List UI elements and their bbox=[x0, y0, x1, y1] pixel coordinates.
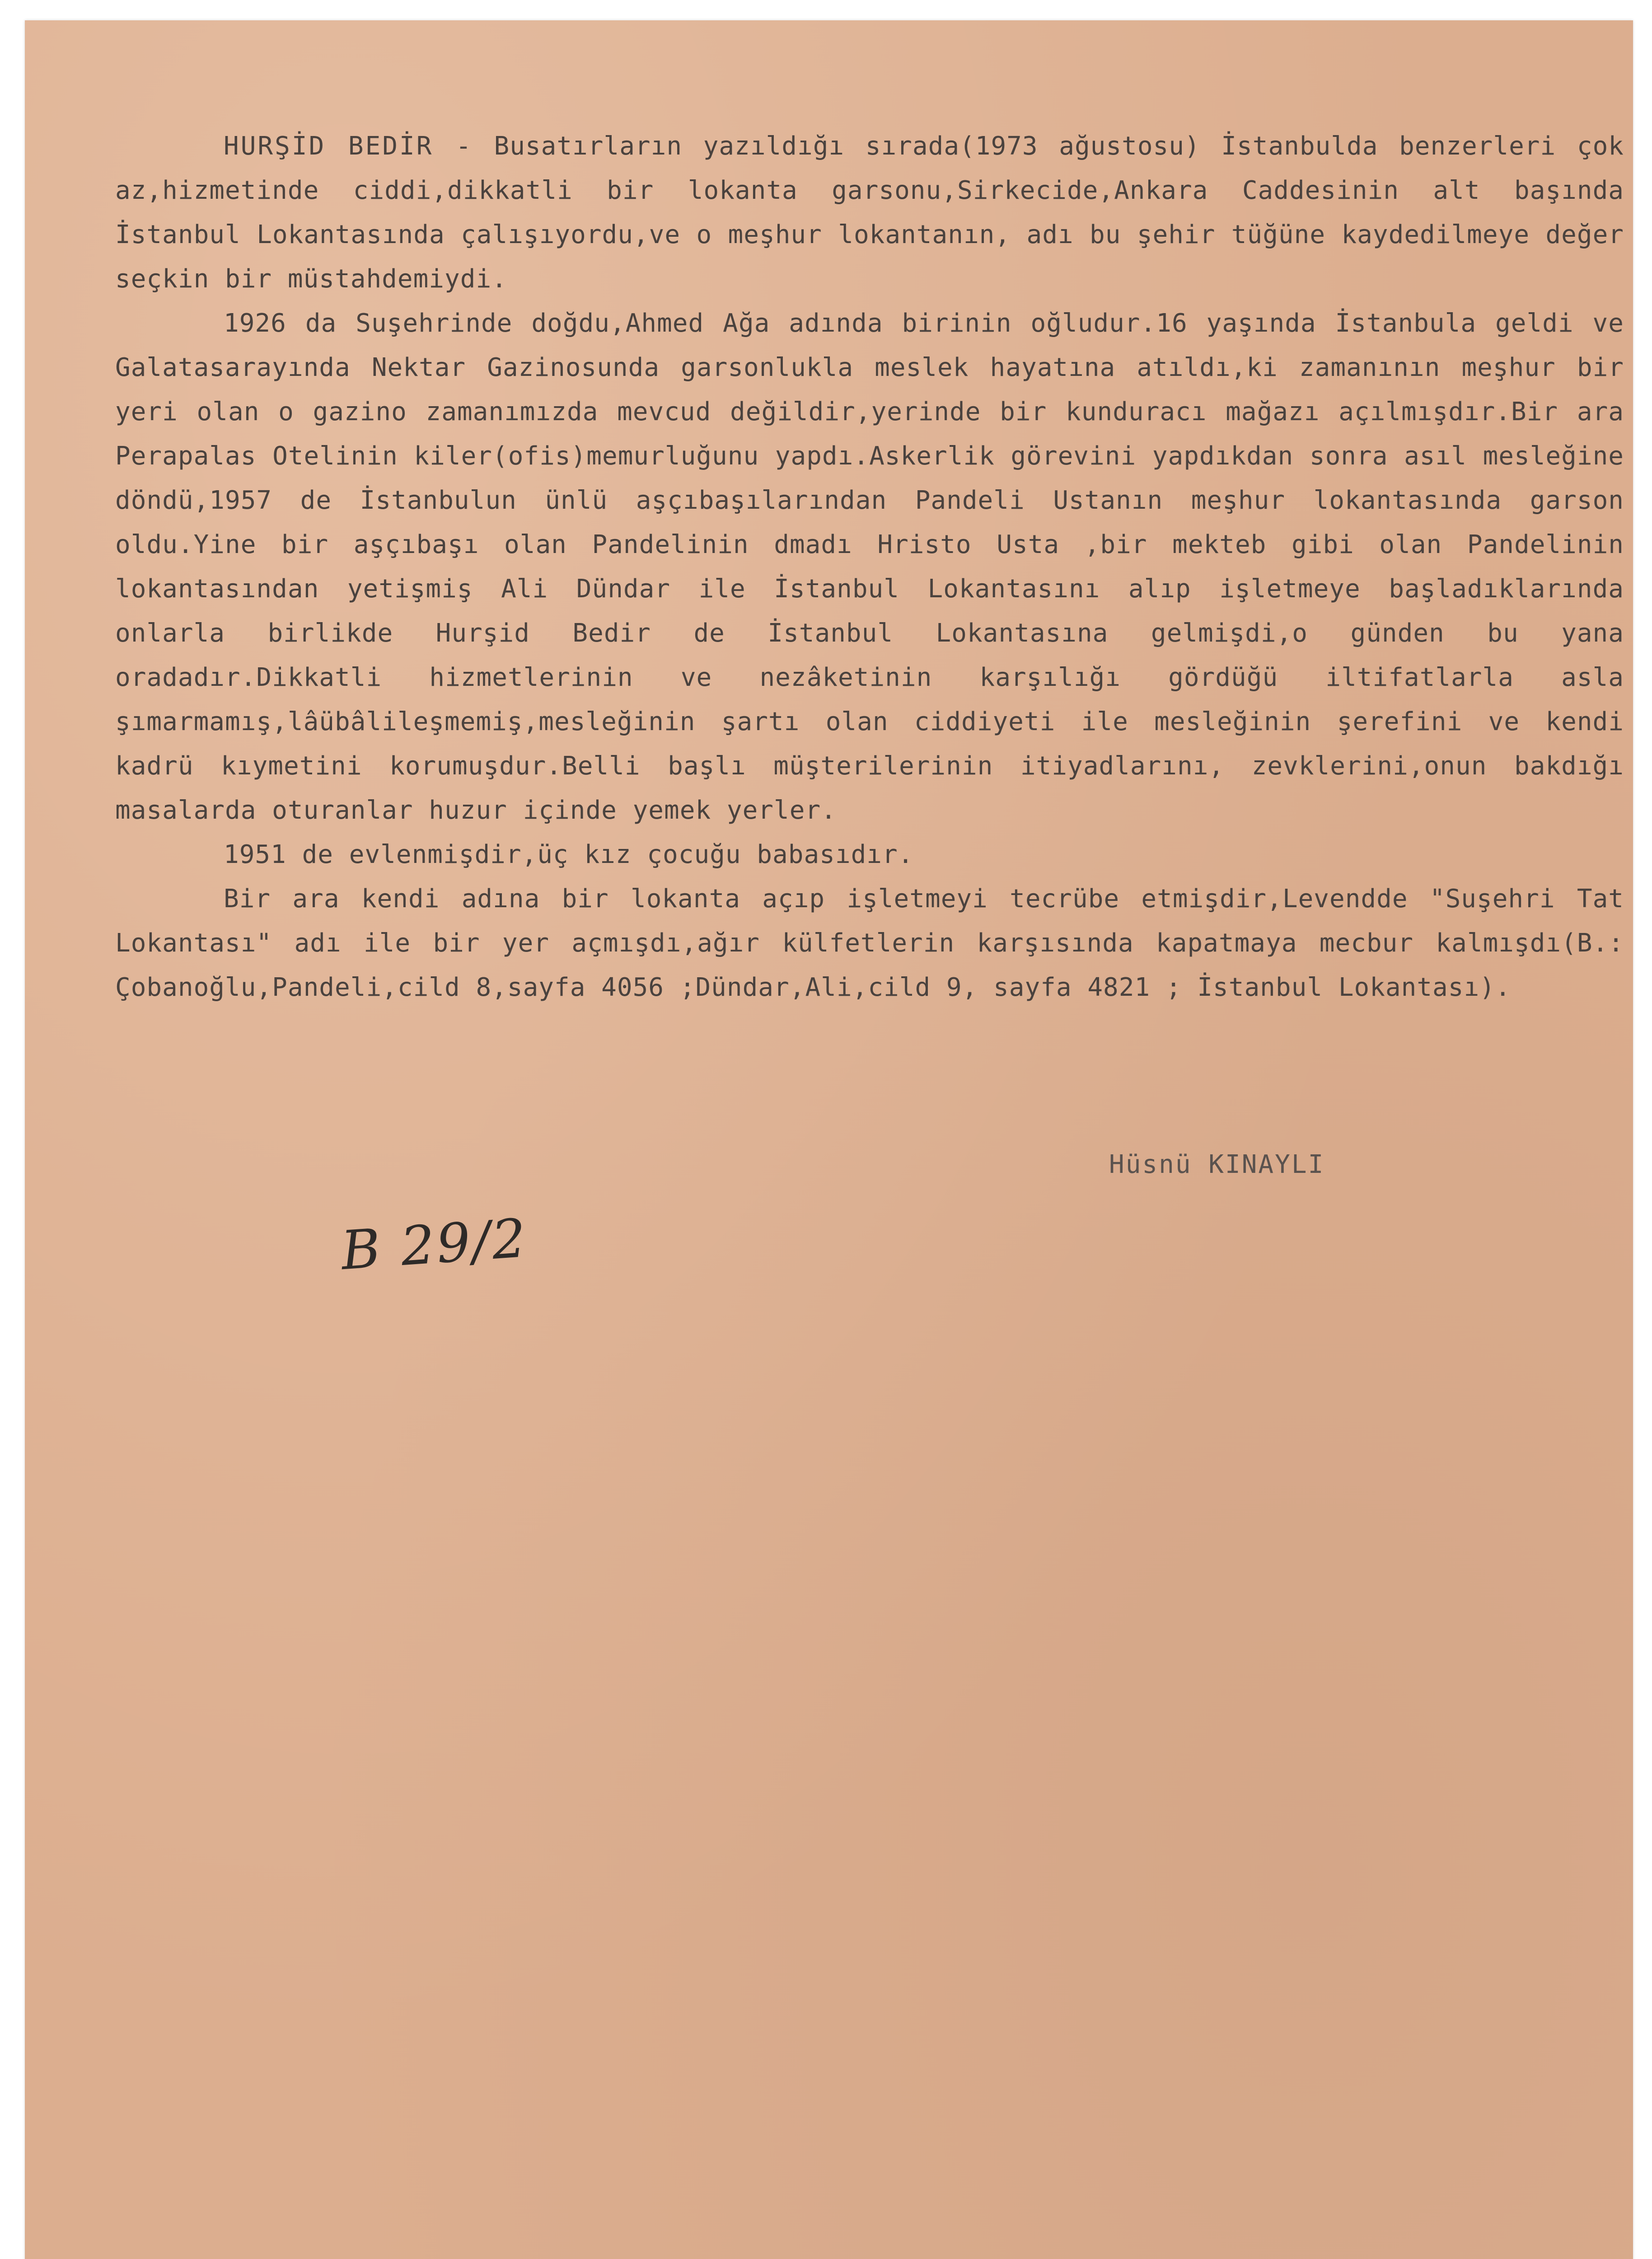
handwritten-note: B 29/2 bbox=[339, 1206, 530, 1282]
paragraph-1-text: Busatırların yazıldığı sırada(1973 ağustosu) İstanbulda benzerleri çok az,hizmetinde ciddi,dikkatli bir lokanta garsonu,Sirkecide,Ankara Caddesinin alt başında İstanbul Lokantasında çalışıyordu,ve o meşhur lokantanın, adı bu şehir tüğüne kaydedilmeye değer seçkin bir müstahdemiydi. bbox=[115, 131, 1624, 294]
paper-sheet bbox=[25, 20, 1633, 2259]
entry-heading: HURŞİD BEDİR - bbox=[224, 131, 473, 161]
author-signature: Hüsnü KINAYLI bbox=[1109, 1150, 1325, 1179]
paragraph-3: 1951 de evlenmişdir,üç kız çocuğu babasıdır. bbox=[224, 840, 914, 869]
paragraph-2: 1926 da Suşehrinde doğdu,Ahmed Ağa adında birinin oğludur.16 yaşında İstanbula geldi ve Galatasarayında Nektar Gazinosunda garsonlukla meslek hayatına atıldı,ki zamanının meşhur bir yeri olan o gazino zamanımızda mevcud değildir,yerinde bir kunduracı mağazı açılmışdır.Bir ara Perapalas Otelinin kiler(ofis)memurluğunu yapdı.Askerlik görevini yapdıkdan sonra asıl mesleğine döndü,1957 de İstanbulun ünlü aşçıbaşılarından Pandeli Ustanın meşhur lokantasında garson oldu.Yine bir aşçıbaşı olan Pandelinin dmadı Hristo Usta ,bir mekteb gibi olan Pandelinin lokantasından yetişmiş Ali Dündar ile İstanbul Lokantasını alıp işletmeye başladıklarında onlarla birlikde Hurşid Bedir de İstanbul Lokantasına gelmişdi,o günden bu yana oradadır.Dikkatli hizmetlerinin ve nezâketinin karşılığı gördüğü iltifatlarla asla şımarmamış,lâübâlileşmemiş,mesleğinin şartı olan ciddiyeti ile mesleğinin şerefini ve kendi kadrü kıymetini korumuşdur.Belli başlı müşterilerinin itiyadlarını, zevklerini,onun bakdığı masalarda oturanlar huzur içinde yemek yerler. bbox=[115, 309, 1624, 825]
paragraph-4: Bir ara kendi adına bir lokanta açıp işletmeyi tecrübe etmişdir,Levendde "Suşehri Tat Lokantası" adı ile bir yer açmışdı,ağır külfetlerin karşısında kapatmaya mecbur kalmışdı(B.: Çobanoğlu,Pandeli,cild 8,sayfa 4056 ;Dündar,Ali,cild 9, sayfa 4821 ; İstanbul Lokantası). bbox=[115, 884, 1624, 1002]
paragraph-1 bbox=[115, 124, 1624, 301]
typed-text-body bbox=[115, 124, 1624, 1010]
